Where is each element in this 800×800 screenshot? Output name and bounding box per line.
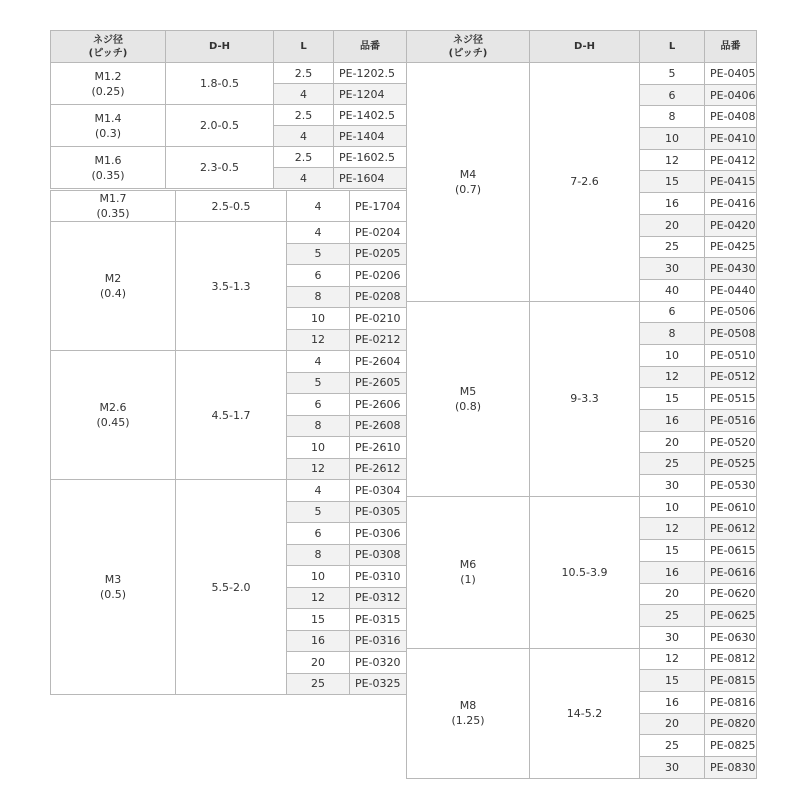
- length-cell: 8: [640, 106, 705, 128]
- header-thread-size: [51, 31, 166, 63]
- header-pitch-label: (ピッチ): [448, 47, 488, 59]
- part-number-cell: PE-0305: [350, 501, 407, 523]
- length-cell: 6: [640, 84, 705, 106]
- part-number-cell: PE-0525: [705, 453, 757, 475]
- part-number-cell: PE-0612: [705, 518, 757, 540]
- thread-size-cell: [51, 480, 176, 695]
- length-cell: 8: [287, 286, 350, 308]
- thread-size: M8: [459, 699, 477, 713]
- length-cell: 20: [640, 431, 705, 453]
- header-part-number: 品番: [334, 31, 407, 63]
- part-number-cell: PE-0520: [705, 431, 757, 453]
- thread-size: M2: [104, 272, 122, 285]
- length-cell: 25: [640, 605, 705, 627]
- length-cell: 15: [640, 171, 705, 193]
- header-size-label: ネジ径: [453, 34, 483, 46]
- length-cell: 25: [640, 236, 705, 258]
- part-number-cell: PE-0515: [705, 388, 757, 410]
- thread-size: M3: [104, 573, 122, 586]
- thread-size-cell: [51, 222, 176, 351]
- spec-table-right: [406, 30, 757, 779]
- length-cell: 4: [287, 191, 350, 222]
- part-number-cell: PE-1602.5: [334, 147, 407, 168]
- length-cell: 4: [274, 168, 334, 189]
- length-cell: 20: [640, 713, 705, 735]
- length-cell: 15: [287, 609, 350, 631]
- part-number-cell: PE-2612: [350, 458, 407, 480]
- part-number-cell: PE-0415: [705, 171, 757, 193]
- thread-size-cell: [51, 147, 166, 189]
- table-row: [51, 351, 407, 373]
- length-cell: 5: [287, 372, 350, 394]
- part-number-cell: PE-0204: [350, 222, 407, 244]
- length-cell: 16: [640, 410, 705, 432]
- header-size-label: ネジ径: [93, 34, 123, 46]
- length-cell: 30: [640, 475, 705, 497]
- length-cell: 8: [287, 544, 350, 566]
- length-cell: 12: [640, 648, 705, 670]
- thread-pitch: (0.35): [96, 207, 130, 220]
- part-number-cell: PE-1404: [334, 126, 407, 147]
- part-number-cell: PE-0830: [705, 757, 757, 779]
- dh-cell: 3.5-1.3: [176, 222, 287, 351]
- header-length: L: [274, 31, 334, 63]
- length-cell: 16: [640, 691, 705, 713]
- part-number-cell: PE-0410: [705, 128, 757, 150]
- thread-size-cell: [407, 63, 530, 302]
- thread-pitch: (0.5): [99, 588, 127, 601]
- length-cell: 10: [640, 496, 705, 518]
- thread-size-cell: [51, 351, 176, 480]
- part-number-cell: PE-0620: [705, 583, 757, 605]
- part-number-cell: PE-0510: [705, 344, 757, 366]
- part-number-cell: PE-0320: [350, 652, 407, 674]
- table-row: [51, 147, 407, 168]
- part-number-cell: PE-0325: [350, 673, 407, 695]
- part-number-cell: PE-0516: [705, 410, 757, 432]
- part-number-cell: PE-1202.5: [334, 63, 407, 84]
- part-number-cell: PE-1402.5: [334, 105, 407, 126]
- length-cell: 30: [640, 258, 705, 280]
- thread-size: M2.6: [99, 401, 127, 414]
- part-number-cell: PE-0610: [705, 496, 757, 518]
- table-row: [407, 648, 757, 670]
- length-cell: 25: [640, 735, 705, 757]
- length-cell: 16: [640, 193, 705, 215]
- part-number-cell: PE-2605: [350, 372, 407, 394]
- part-number-cell: PE-0310: [350, 566, 407, 588]
- part-number-cell: PE-2604: [350, 351, 407, 373]
- dh-cell: 4.5-1.7: [176, 351, 287, 480]
- table-row: [51, 105, 407, 126]
- table-row: [51, 480, 407, 502]
- dh-cell: 2.3-0.5: [166, 147, 274, 189]
- thread-pitch: (0.25): [91, 84, 125, 98]
- dh-cell: 14-5.2: [530, 648, 640, 778]
- length-cell: 12: [640, 366, 705, 388]
- part-number-cell: PE-0412: [705, 149, 757, 171]
- part-number-cell: PE-0506: [705, 301, 757, 323]
- length-cell: 6: [287, 394, 350, 416]
- length-cell: 2.5: [274, 63, 334, 84]
- length-cell: 8: [287, 415, 350, 437]
- thread-size-cell: [407, 301, 530, 496]
- part-number-cell: PE-0820: [705, 713, 757, 735]
- thread-pitch: (1.25): [451, 714, 485, 728]
- part-number-cell: PE-0625: [705, 605, 757, 627]
- part-number-cell: PE-0416: [705, 193, 757, 215]
- length-cell: 6: [640, 301, 705, 323]
- thread-size: M1.2: [94, 69, 122, 83]
- dh-cell: 5.5-2.0: [176, 480, 287, 695]
- length-cell: 4: [274, 126, 334, 147]
- length-cell: 12: [287, 329, 350, 351]
- thread-size-cell: [51, 105, 166, 147]
- length-cell: 20: [640, 583, 705, 605]
- header-dh: D-H: [166, 31, 274, 63]
- length-cell: 8: [640, 323, 705, 345]
- part-number-cell: PE-0316: [350, 630, 407, 652]
- part-number-cell: PE-0308: [350, 544, 407, 566]
- part-number-cell: PE-0616: [705, 561, 757, 583]
- length-cell: 30: [640, 626, 705, 648]
- part-number-cell: PE-0304: [350, 480, 407, 502]
- length-cell: 30: [640, 757, 705, 779]
- part-number-cell: PE-2608: [350, 415, 407, 437]
- part-number-cell: PE-0208: [350, 286, 407, 308]
- part-number-cell: PE-0420: [705, 214, 757, 236]
- part-number-cell: PE-0306: [350, 523, 407, 545]
- length-cell: 4: [287, 351, 350, 373]
- length-cell: 20: [287, 652, 350, 674]
- length-cell: 40: [640, 279, 705, 301]
- length-cell: 16: [640, 561, 705, 583]
- header-pitch-label: (ピッチ): [88, 47, 128, 59]
- length-cell: 10: [640, 128, 705, 150]
- length-cell: 15: [640, 388, 705, 410]
- part-number-cell: PE-1604: [334, 168, 407, 189]
- length-cell: 4: [287, 222, 350, 244]
- part-number-cell: PE-0440: [705, 279, 757, 301]
- table-row: [51, 63, 407, 84]
- part-number-cell: PE-0425: [705, 236, 757, 258]
- table-row: [407, 496, 757, 518]
- part-number-cell: PE-2606: [350, 394, 407, 416]
- part-number-cell: PE-2610: [350, 437, 407, 459]
- length-cell: 5: [640, 63, 705, 85]
- part-number-cell: PE-0408: [705, 106, 757, 128]
- length-cell: 2.5: [274, 147, 334, 168]
- length-cell: 10: [287, 566, 350, 588]
- length-cell: 10: [640, 344, 705, 366]
- part-number-cell: PE-1704: [350, 191, 407, 222]
- part-number-cell: PE-0530: [705, 475, 757, 497]
- thread-size-cell: [51, 191, 176, 222]
- length-cell: 10: [287, 437, 350, 459]
- spec-table-left-bottom: [50, 190, 407, 695]
- part-number-cell: PE-0630: [705, 626, 757, 648]
- part-number-cell: PE-0816: [705, 691, 757, 713]
- part-number-cell: PE-0812: [705, 648, 757, 670]
- header-length: L: [640, 31, 705, 63]
- part-number-cell: PE-0825: [705, 735, 757, 757]
- thread-size: M6: [459, 558, 477, 572]
- part-number-cell: PE-0430: [705, 258, 757, 280]
- length-cell: 12: [287, 587, 350, 609]
- length-cell: 2.5: [274, 105, 334, 126]
- thread-pitch: (0.8): [454, 399, 482, 413]
- part-number-cell: PE-0512: [705, 366, 757, 388]
- thread-pitch: (0.35): [91, 168, 125, 182]
- dh-cell: 2.5-0.5: [176, 191, 287, 222]
- table-row: [407, 301, 757, 323]
- length-cell: 5: [287, 501, 350, 523]
- length-cell: 10: [287, 308, 350, 330]
- part-number-cell: PE-0312: [350, 587, 407, 609]
- part-number-cell: PE-1204: [334, 84, 407, 105]
- length-cell: 12: [640, 518, 705, 540]
- part-number-cell: PE-0212: [350, 329, 407, 351]
- thread-pitch: (0.45): [96, 416, 130, 429]
- length-cell: 16: [287, 630, 350, 652]
- table-row: [51, 191, 407, 222]
- length-cell: 6: [287, 265, 350, 287]
- length-cell: 25: [287, 673, 350, 695]
- thread-size: M5: [459, 384, 477, 398]
- thread-size-cell: [51, 63, 166, 105]
- thread-size-cell: [407, 496, 530, 648]
- length-cell: 12: [640, 149, 705, 171]
- part-number-cell: PE-0615: [705, 540, 757, 562]
- part-number-cell: PE-0205: [350, 243, 407, 265]
- length-cell: 15: [640, 670, 705, 692]
- part-number-cell: PE-0315: [350, 609, 407, 631]
- part-number-cell: PE-0405: [705, 63, 757, 85]
- dh-cell: 9-3.3: [530, 301, 640, 496]
- thread-size: M1.4: [94, 111, 122, 125]
- thread-size: M4: [459, 167, 477, 181]
- part-number-cell: PE-0815: [705, 670, 757, 692]
- part-number-cell: PE-0508: [705, 323, 757, 345]
- dh-cell: 1.8-0.5: [166, 63, 274, 105]
- table-row: [407, 63, 757, 85]
- part-number-cell: PE-0210: [350, 308, 407, 330]
- thread-pitch: (0.3): [94, 126, 122, 140]
- header-thread-size: [407, 31, 530, 63]
- thread-size: M1.6: [94, 153, 122, 167]
- dh-cell: 10.5-3.9: [530, 496, 640, 648]
- header-part-number: 品番: [705, 31, 757, 63]
- header-dh: D-H: [530, 31, 640, 63]
- length-cell: 6: [287, 523, 350, 545]
- dh-cell: 2.0-0.5: [166, 105, 274, 147]
- length-cell: 15: [640, 540, 705, 562]
- length-cell: 5: [287, 243, 350, 265]
- thread-pitch: (0.7): [454, 182, 482, 196]
- thread-size-cell: [407, 648, 530, 778]
- length-cell: 4: [287, 480, 350, 502]
- part-number-cell: PE-0406: [705, 84, 757, 106]
- length-cell: 4: [274, 84, 334, 105]
- length-cell: 20: [640, 214, 705, 236]
- length-cell: 12: [287, 458, 350, 480]
- part-number-cell: PE-0206: [350, 265, 407, 287]
- spec-table-left-top: [50, 30, 407, 189]
- thread-pitch: (0.4): [99, 287, 127, 300]
- thread-size: M1.7: [99, 192, 127, 205]
- length-cell: 25: [640, 453, 705, 475]
- table-row: [51, 222, 407, 244]
- dh-cell: 7-2.6: [530, 63, 640, 302]
- thread-pitch: (1): [460, 573, 476, 587]
